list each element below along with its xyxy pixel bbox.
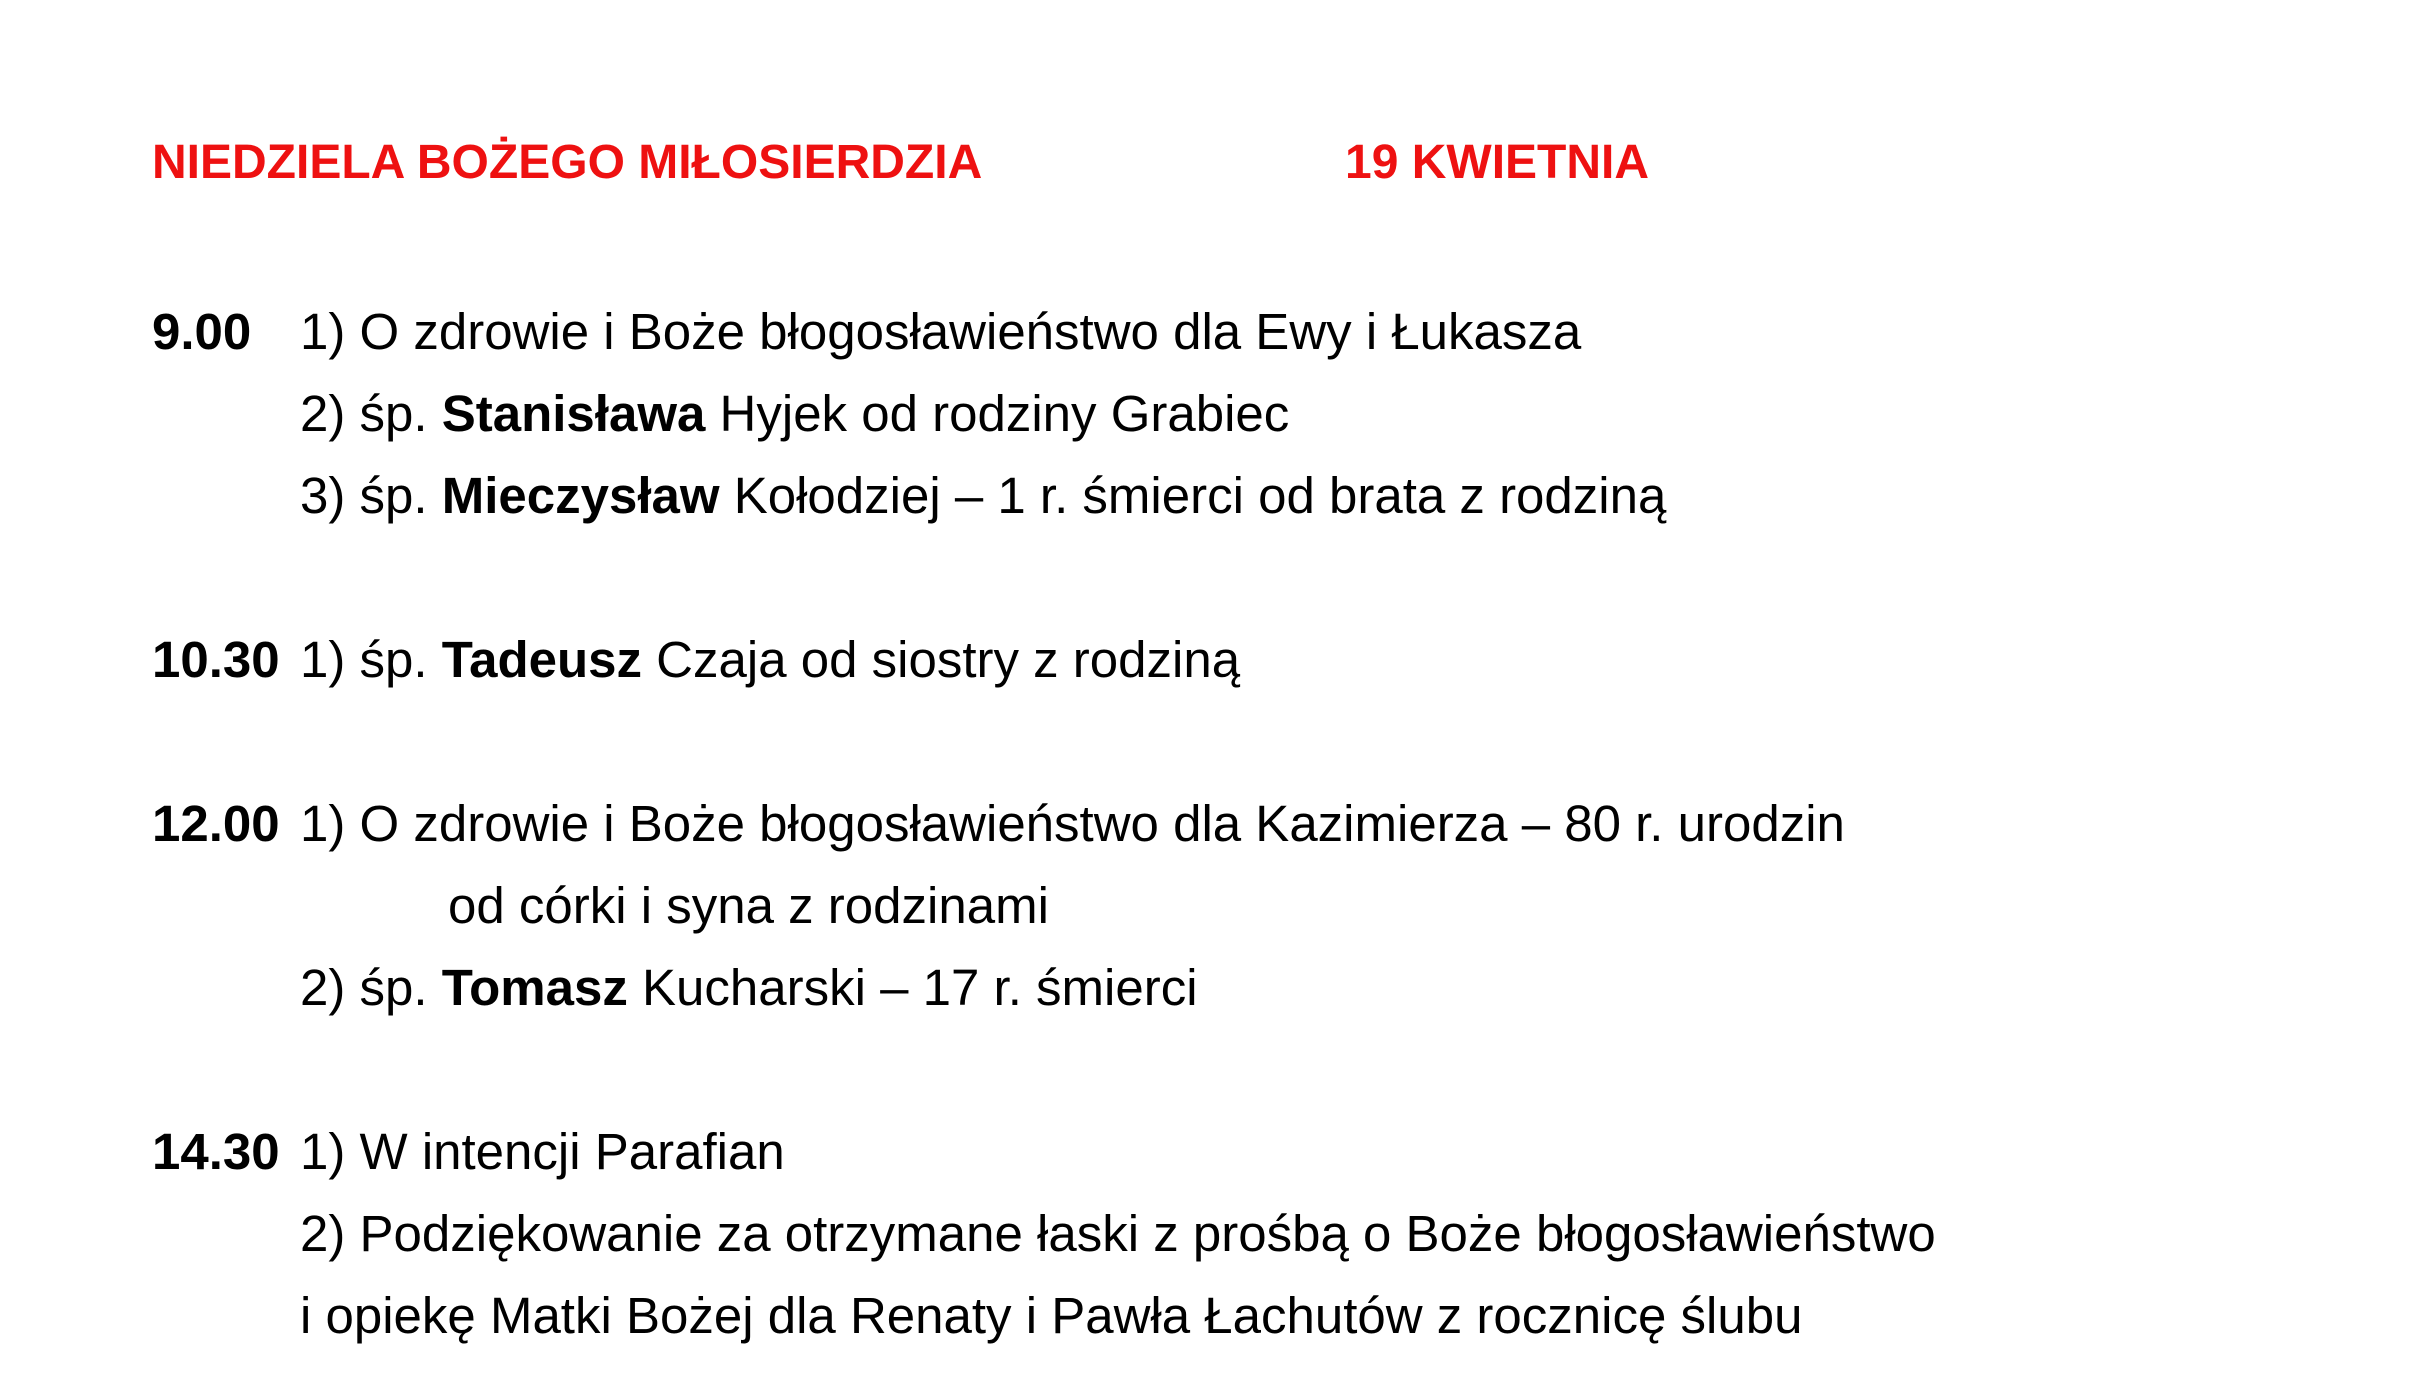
mass-time: 10.30: [152, 631, 280, 688]
intention-line: [300, 958, 1198, 1018]
intention-name: Mieczysław: [441, 467, 720, 524]
intention-suffix: Hyjek od rodziny Grabiec: [705, 385, 1290, 442]
intention-prefix: 3) śp.: [300, 467, 442, 524]
intention-text: 1) W intencji Parafian: [300, 1123, 785, 1180]
intention-suffix: Kucharski – 17 r. śmierci: [627, 959, 1198, 1016]
intention-line: [300, 466, 1666, 526]
intention-name: Tomasz: [441, 959, 628, 1016]
page-title: NIEDZIELA BOŻEGO MIŁOSIERDZIA: [152, 136, 983, 189]
intention-suffix: Czaja od siostry z rodziną: [642, 631, 1241, 688]
intention-text: 1) O zdrowie i Boże błogosławieństwo dla Kazimierza – 80 r. urodzin: [300, 795, 1845, 852]
intention-prefix: 2) śp.: [300, 385, 442, 442]
intention-suffix: Kołodziej – 1 r. śmierci od brata z rodziną: [719, 467, 1667, 524]
intention-prefix: 1) śp.: [300, 631, 442, 688]
intention-line: [300, 384, 1289, 444]
intention-line: [300, 630, 1240, 690]
mass-time: 12.00: [152, 795, 280, 852]
mass-time: 9.00: [152, 303, 252, 360]
header-date: 19 KWIETNIA: [1345, 136, 1650, 189]
intention-text: 2) Podziękowanie za otrzymane łaski z prośbą o Boże błogosławieństwo: [300, 1205, 1936, 1262]
intention-name: Tadeusz: [441, 631, 642, 688]
intention-prefix: 2) śp.: [300, 959, 442, 1016]
mass-time: 14.30: [152, 1123, 280, 1180]
intention-text: 1) O zdrowie i Boże błogosławieństwo dla Ewy i Łukasza: [300, 303, 1582, 360]
intention-name: Stanisława: [441, 385, 706, 442]
intention-continuation: od córki i syna z rodzinami: [448, 877, 1049, 934]
intention-continuation: i opiekę Matki Bożej dla Renaty i Pawła Łachutów z rocznicę ślubu: [300, 1287, 1803, 1344]
